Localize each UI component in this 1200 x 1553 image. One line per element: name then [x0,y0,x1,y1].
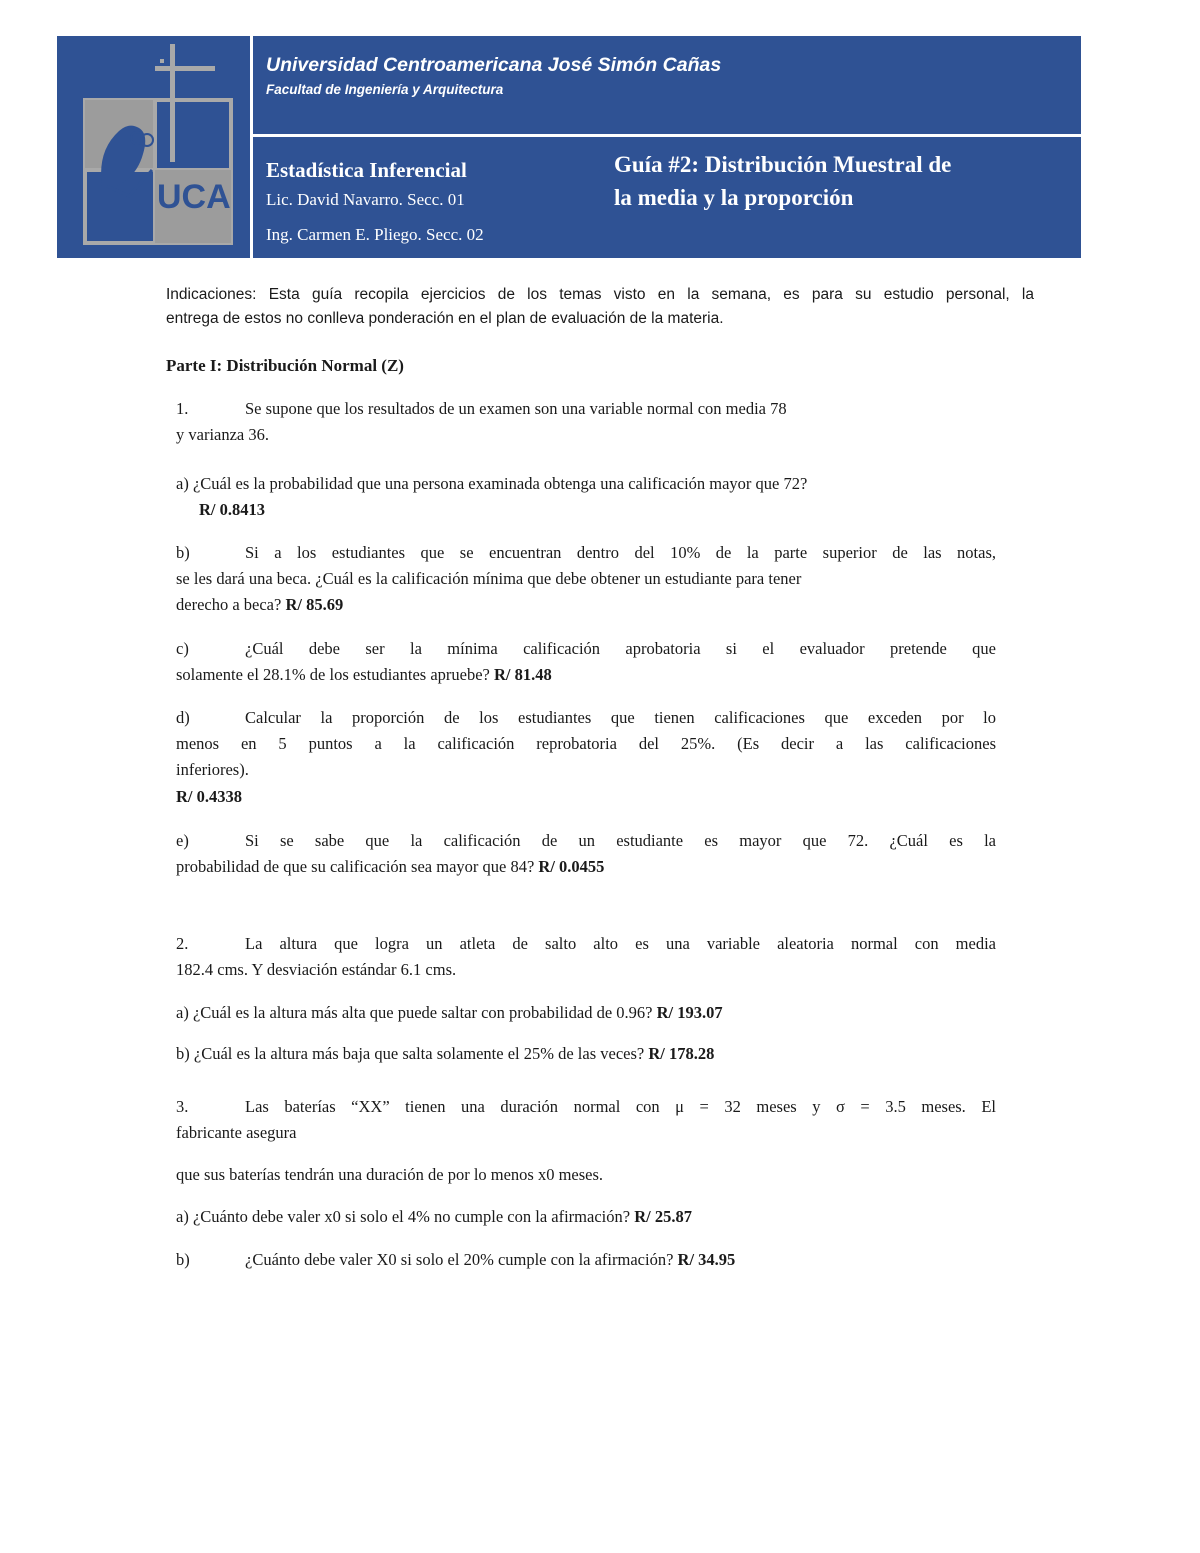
guide-title [614,148,1074,214]
q2-a-text: a) ¿Cuál es la altura más alta que puede saltar con probabilidad de 0.96? [176,1003,653,1022]
q1-e-text-2: probabilidad de que su calificación sea mayor que 84? [176,857,535,876]
instructions [166,283,1034,331]
q2-number: 2. [176,934,189,953]
q2-b-text: b) ¿Cuál es la altura más baja que salta solamente el 25% de las veces? [176,1044,645,1063]
instructions-line-2: entrega de estos no conlleva ponderación en el plan de evaluación de la materia. [166,310,724,327]
q2-a-answer: R/ 193.07 [656,1003,723,1022]
q3-line-1 [176,1094,996,1120]
q1-number: 1. [176,399,189,418]
uca-logo [57,36,252,258]
q3-line-3: que sus baterías tendrán una duración de por lo menos x0 meses. [176,1165,604,1184]
q1-b-text-1: Si a los estudiantes que se encuentran dentro del 10% de la parte superior de las notas, [245,543,996,562]
q1-d-answer: R/ 0.4338 [176,787,242,806]
q1-d-label: d) [176,708,190,727]
q2-a-line [176,1000,723,1026]
q1-a-text: a) ¿Cuál es la probabilidad que una persona examinada obtenga una calificación mayor que 72? [176,474,808,493]
part-title: Parte I: Distribución Normal (Z) [166,356,404,375]
q1-d-line-3: inferiores). [176,760,249,779]
q1-e-text-1: Si se sabe que la calificación de un estudiante es mayor que 72. ¿Cuál es la [245,831,996,850]
q1-d-line-2: menos en 5 puntos a la calificación reprobatoria del 25%. (Es decir a las calificaciones [176,734,996,753]
q1-c-answer: R/ 81.48 [493,665,552,684]
owl-cross-icon [57,36,252,258]
faculty-name: Facultad de Ingeniería y Arquitectura [266,82,504,97]
instructions-line-1: Indicaciones: Esta guía recopila ejercicios de los temas visto en la semana, es para su estudio personal, la [166,286,1034,303]
q1-d-line-1 [176,705,996,731]
course-title: Estadística Inferencial [266,158,467,182]
q1-a-answer: R/ 0.8413 [199,500,265,519]
q1-line-2: y varianza 36. [176,425,269,444]
q1-text-1: Se supone que los resultados de un examen son una variable normal con media 78 [245,399,787,418]
q3-b-text: ¿Cuánto debe valer X0 si solo el 20% cumple con la afirmación? [245,1250,674,1269]
q1-e-line-1 [176,828,996,854]
q1-c-text-1: ¿Cuál debe ser la mínima calificación aprobatoria si el evaluador pretende que [245,639,996,658]
q1-d-text-1: Calcular la proporción de los estudiantes que tienen calificaciones que exceden por lo [245,708,996,727]
q3-a-text: a) ¿Cuánto debe valer x0 si solo el 4% no cumple con la afirmación? [176,1207,631,1226]
header-divider-horizontal [253,134,1081,137]
q2-text-1: La altura que logra un atleta de salto alto es una variable aleatoria normal con media [245,934,996,953]
q3-a-answer: R/ 25.87 [634,1207,692,1226]
q3-number: 3. [176,1097,189,1116]
q1-c-text-2: solamente el 28.1% de los estudiantes apruebe? [176,665,490,684]
q1-line-1 [176,396,787,422]
q1-e-label: e) [176,831,189,850]
q1-b-answer: R/ 85.69 [285,595,344,614]
q2-line-1 [176,931,996,957]
guide-title-line-1: Guía #2: Distribución Muestral de [614,152,952,177]
q1-e-answer: R/ 0.0455 [538,857,605,876]
q1-c-line-2 [176,662,552,688]
q1-b-line-2: se les dará una beca. ¿Cuál es la calificación mínima que debe obtener un estudiante para tener [176,569,802,588]
teacher-section-2: Ing. Carmen E. Pliego. Secc. 02 [266,225,484,244]
q1-b-line-3 [176,592,343,618]
guide-title-line-2: la media y la proporción [614,185,854,210]
header-banner [57,36,1081,258]
university-name: Universidad Centroamericana José Simón Cañas [266,54,722,76]
logo-letters: UCA [157,178,231,216]
q2-b-line [176,1041,714,1067]
q3-b-answer: R/ 34.95 [677,1250,736,1269]
q2-line-2: 182.4 cms. Y desviación estándar 6.1 cms. [176,960,457,979]
q2-b-answer: R/ 178.28 [648,1044,715,1063]
q3-a-line [176,1204,692,1230]
q1-c-label: c) [176,639,189,658]
q3-text-1: Las baterías “XX” tienen una duración normal con μ = 32 meses y σ = 3.5 meses. El [245,1097,996,1116]
q3-b-label: b) [176,1250,190,1269]
q3-b-line [176,1247,735,1273]
q1-b-text-3: derecho a beca? [176,595,282,614]
q3-line-2: fabricante asegura [176,1123,297,1142]
q1-c-line-1 [176,636,996,662]
q1-b-label: b) [176,543,190,562]
q1-e-line-2 [176,854,604,880]
header-divider-vertical [250,36,253,258]
q1-b-line-1 [176,540,996,566]
teacher-section-1: Lic. David Navarro. Secc. 01 [266,190,465,209]
